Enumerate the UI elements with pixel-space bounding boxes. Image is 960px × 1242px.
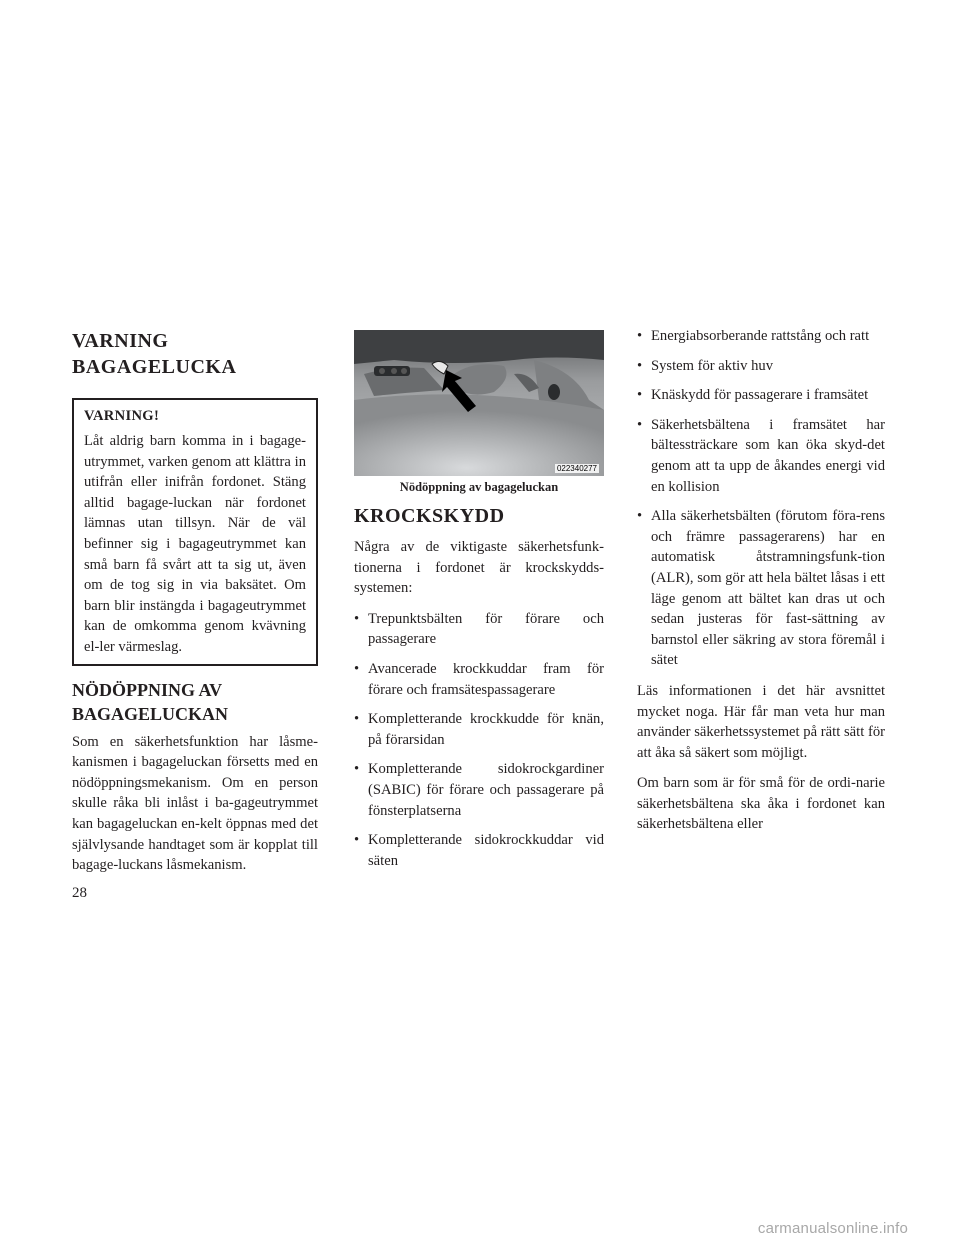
column-left xyxy=(72,320,318,886)
list-item-text: System för aktiv huv xyxy=(651,357,774,374)
bullet: • xyxy=(354,711,360,728)
list-item xyxy=(637,326,885,347)
list-item xyxy=(637,415,885,497)
warning-box xyxy=(72,398,318,666)
bullet: • xyxy=(637,387,643,404)
list-item xyxy=(637,385,885,406)
list-item-text: Trepunktsbälten för förare och passagerare xyxy=(368,610,604,648)
emergency-release-paragraph: Som en säkerhetsfunktion har låsme-kanismen i bagageluckan försetts med en nödöppningsmekanism. Om en person skulle råka bli inlåst i ba-gageutrymmet kan bagageluckan en-kelt öppnas med det självlysande handtaget som är kopplat till bagage-luckans låsmekanism. xyxy=(72,733,318,874)
list-item xyxy=(637,356,885,377)
bullet: • xyxy=(637,328,643,344)
column-middle xyxy=(354,320,604,881)
krockskydd-list xyxy=(354,609,604,872)
list-item-text: Kompletterande sidokrockkuddar vid säten xyxy=(368,832,604,869)
column-right xyxy=(637,320,885,845)
info-paragraph: Läs informationen i det här avsnittet mycket noga. Här får man veta hur man använder säkerhetssystemet på rätt sätt för att åka så säkert som möjligt. xyxy=(637,682,885,761)
bullet: • xyxy=(354,610,360,627)
list-item-text: Knäskydd för passagerare i framsätet xyxy=(651,387,869,404)
bullet: • xyxy=(354,660,360,677)
list-item xyxy=(354,830,604,871)
krockskydd-intro: Några av de viktigaste säkerhetsfunk-tionerna i fordonet är krockskydds-systemen: xyxy=(354,539,604,597)
list-item-text: Säkerhetsbältena i framsätet har bältessträckare som kan öka skyd-det genom att ta upp de åkandes energi vid en kollision xyxy=(651,416,885,495)
subheading-line1: NÖDÖPPNING AV xyxy=(72,679,223,700)
list-item xyxy=(354,609,604,650)
subheading-line2: BAGAGELUCKAN xyxy=(72,703,229,724)
list-item xyxy=(354,709,604,750)
section-heading-line1: VARNING xyxy=(72,330,169,352)
warning-title: VARNING! xyxy=(84,408,160,424)
list-item-text: Energiabsorberande rattstång och ratt xyxy=(651,328,870,344)
photo-code: 022340277 xyxy=(556,464,597,473)
trunk-release-photo xyxy=(354,330,604,476)
section-heading-krockskydd: KROCKSKYDD xyxy=(354,505,505,527)
bullet: • xyxy=(354,832,360,849)
list-item-text: Alla säkerhetsbälten (förutom föra-rens och främre passagerarens) har en automatisk åtstramningsfunk-tion (ALR), som gör att hela bältet låsas i ett läge genom att bältet kan dras ut och sedan justeras för fast-sättning av barnstol eller säkring av stora föremål i sätet xyxy=(651,508,885,669)
warning-text: Låt aldrig barn komma in i bagage-utrymmet, varken genom att klättra in utifrån eller inifrån fordonet. Stäng alltid bagage-luckan när fordonet lämnas utan tillsyn. När de väl befinner sig i bagageutrymmet kan små barn få svårt att ta sig ut, även om de tog sig in via baksätet. Om barn blir instängda i bagageutrymmet kan de omkomma genom kvävning el-ler värmeslag. xyxy=(84,433,306,655)
bullet: • xyxy=(354,761,360,778)
subheading xyxy=(72,678,318,726)
bullet: • xyxy=(637,357,643,374)
list-item xyxy=(354,759,604,821)
section-heading xyxy=(72,328,318,380)
list-item-text: Kompletterande krockkudde för knän, på förarsidan xyxy=(368,711,604,748)
list-item xyxy=(354,659,604,700)
trunk-release-illustration xyxy=(354,330,604,476)
page-number: 28 xyxy=(72,885,87,901)
list-item-text: Kompletterande sidokrockgardiner (SABIC) för förare och passagerare på fönsterplatserna xyxy=(368,761,604,819)
list-item-text: Avancerade krockkuddar fram för förare och framsätespassagerare xyxy=(368,660,604,698)
section-heading-line2: BAGAGELUCKA xyxy=(72,356,237,378)
bullet: • xyxy=(637,508,643,525)
krockskydd-list-continued xyxy=(637,326,885,671)
watermark-footer: carmanualsonline.info xyxy=(757,1220,908,1237)
list-item xyxy=(637,506,885,671)
bullet: • xyxy=(637,416,643,433)
children-paragraph: Om barn som är för små för de ordi-narie säkerhetsbältena ska åka i fordonet kan säkerhetsbältena eller xyxy=(637,775,885,833)
photo-caption: Nödöppning av bagageluckan xyxy=(399,480,559,494)
